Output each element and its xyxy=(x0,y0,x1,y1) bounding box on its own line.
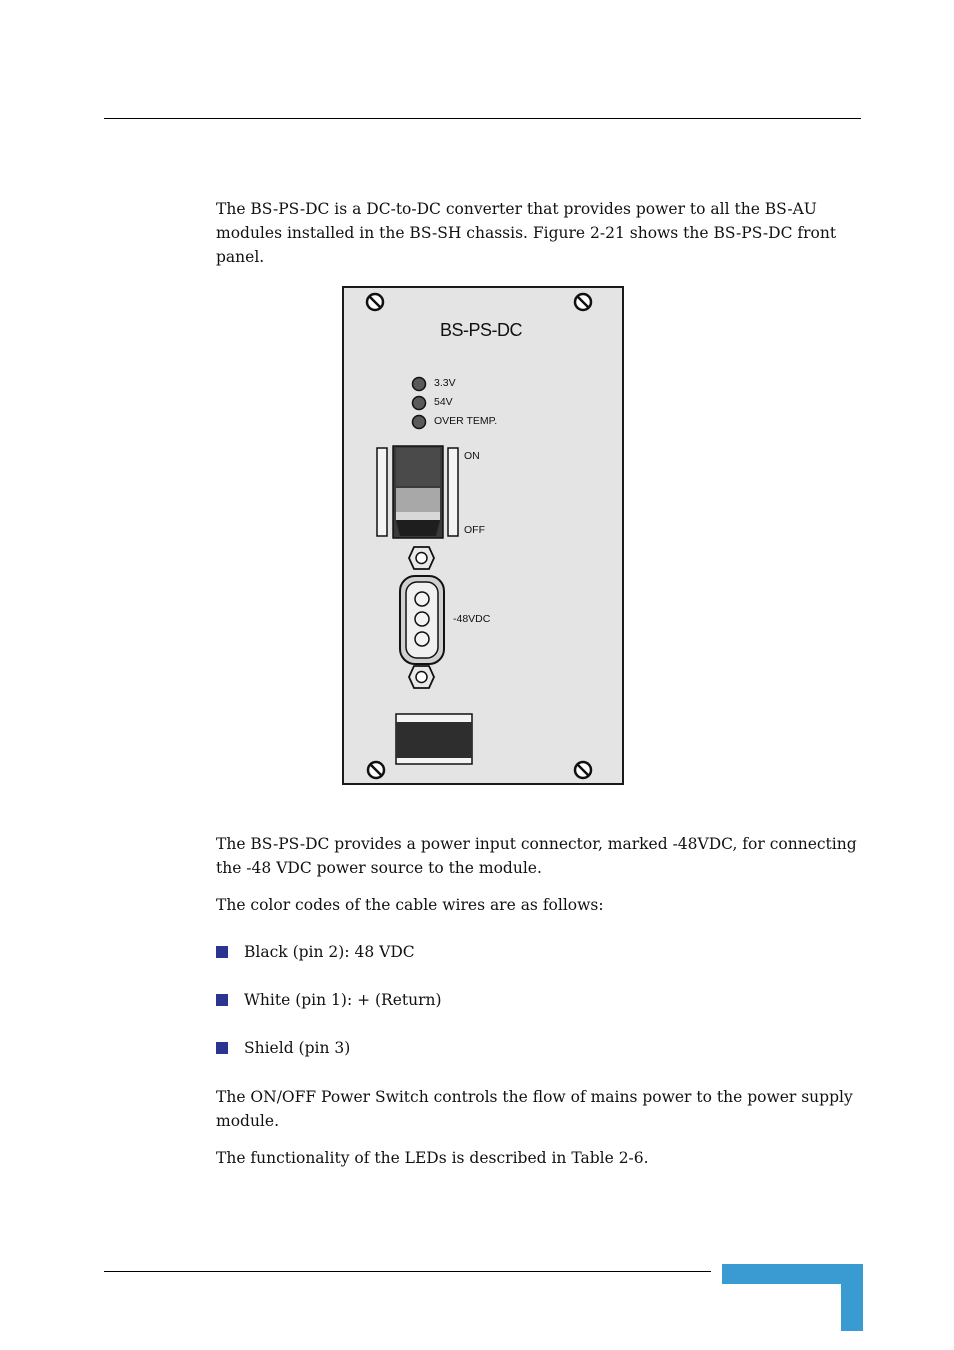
list-item xyxy=(216,940,415,964)
leds-paragraph: The functionality of the LEDs is described in Table 2-6. xyxy=(216,1149,649,1167)
led-label-over-temp: OVER TEMP. xyxy=(434,415,498,427)
led-label-3v3: 3.3V xyxy=(434,377,456,389)
dc-connector-icon xyxy=(400,576,444,664)
color-codes-paragraph: The color codes of the cable wires are as follows: xyxy=(216,896,604,914)
hex-nut-bottom-icon xyxy=(409,666,434,688)
footer-rule xyxy=(104,1271,711,1272)
led-3v3-icon xyxy=(413,378,426,391)
switch-on-label: ON xyxy=(464,450,480,462)
led-54v-icon xyxy=(413,397,426,410)
screw-bottom-left-icon xyxy=(368,762,384,778)
connector-paragraph: The BS-PS-DC provides a power input connector, marked -48VDC, for connecting the -48 VDC power source to the module. xyxy=(216,835,857,877)
bullet-square-icon xyxy=(216,994,228,1006)
list-item xyxy=(216,1036,350,1060)
page-corner-tab xyxy=(722,1264,863,1331)
screw-top-right-icon xyxy=(575,294,591,310)
list-item-text: White (pin 1): + (Return) xyxy=(244,991,442,1009)
hex-nut-top-icon xyxy=(409,547,434,569)
list-item-text: Black (pin 2): 48 VDC xyxy=(244,943,415,961)
intro-paragraph: The BS-PS-DC is a DC-to-DC converter that provides power to all the BS-AU modules installed in the BS-SH chassis. Figure 2-21 shows the BS-PS-DC front panel. xyxy=(216,200,837,266)
bullet-square-icon xyxy=(216,1042,228,1054)
list-item-text: Shield (pin 3) xyxy=(244,1039,351,1057)
switch-paragraph: The ON/OFF Power Switch controls the flow of mains power to the power supply module. xyxy=(216,1088,853,1130)
screw-top-left-icon xyxy=(367,294,383,310)
led-over-temp-icon xyxy=(413,416,426,429)
bullet-square-icon xyxy=(216,946,228,958)
header-rule xyxy=(104,118,861,119)
bs-ps-dc-front-panel-figure xyxy=(342,286,624,785)
screw-bottom-right-icon xyxy=(575,762,591,778)
list-item xyxy=(216,988,442,1012)
panel-title: BS-PS-DC xyxy=(440,320,523,340)
panel-handle-icon xyxy=(396,714,472,764)
power-switch-icon xyxy=(377,446,458,538)
switch-off-label: OFF xyxy=(464,524,485,536)
connector-label: -48VDC xyxy=(453,613,491,625)
led-label-54v: 54V xyxy=(434,396,453,408)
